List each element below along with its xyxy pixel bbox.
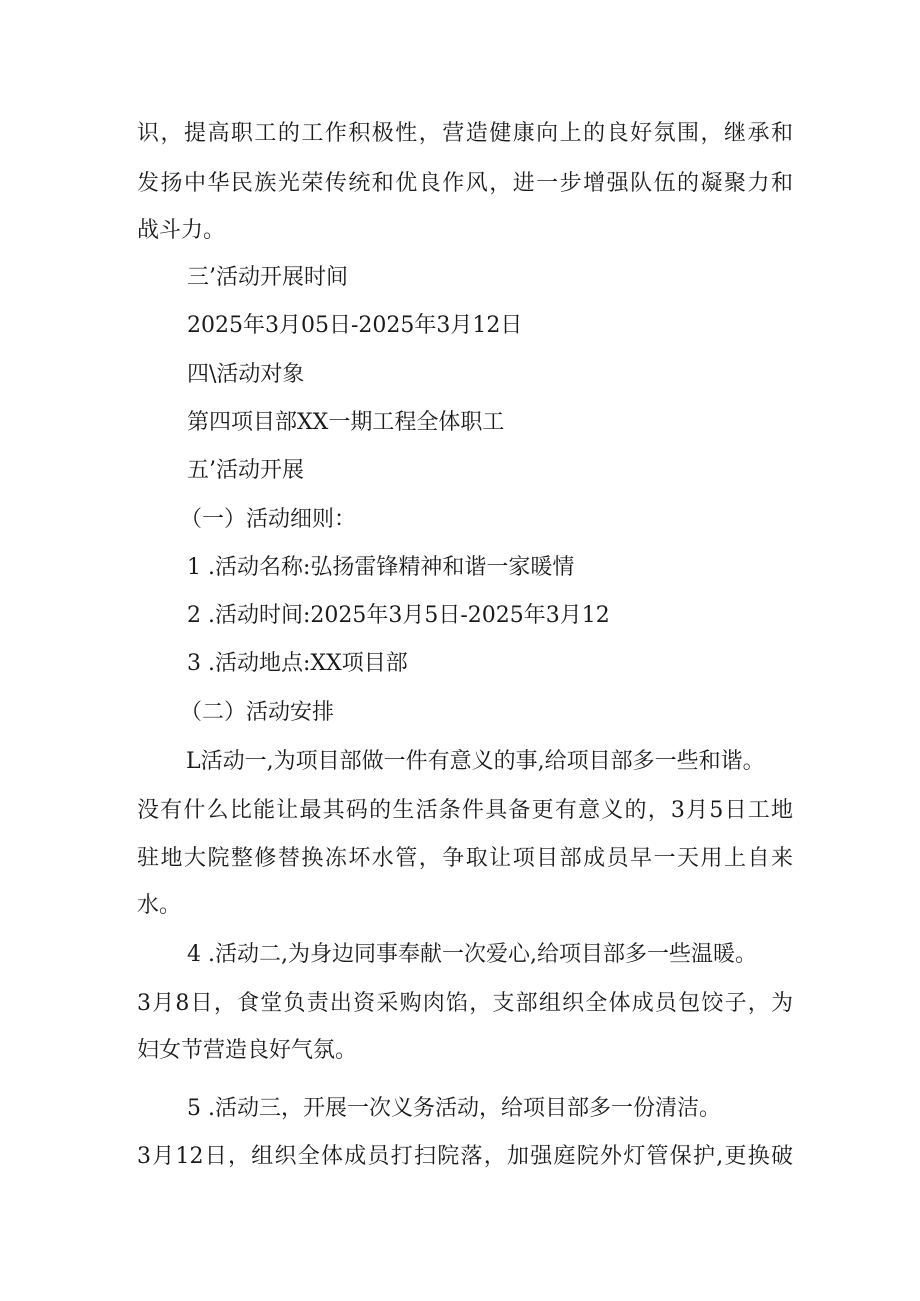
- text-line: 3月8日，食堂负责出资采购肉馅，支部组织全体成员包饺子，为: [137, 991, 793, 1016]
- text-line: 发扬中华民族光荣传统和优良作风，进一步增强队伍的凝聚力和: [137, 171, 793, 196]
- text-line: 3月12日，组织全体成员打扫院落，加强庭院外灯管保护,更换破: [137, 1144, 793, 1169]
- subsection-heading: （二）活动安排: [180, 700, 335, 725]
- text-line: 妇女节营造良好气氛。: [137, 1038, 358, 1063]
- text-line: 2025年3月05日-2025年3月12日: [187, 313, 523, 338]
- list-item: 5 .活动三，开展一次义务活动，给项目部多一份清洁。: [187, 1096, 721, 1121]
- list-item: 4 .活动二,为身边同事奉献一次爱心,给项目部多一些温暖。: [187, 942, 757, 967]
- text-line: 战斗力。: [137, 218, 226, 243]
- section-heading: 五’活动开展: [187, 458, 304, 483]
- text-line: 水。: [137, 893, 182, 918]
- list-item: 1 .活动名称:弘扬雷锋精神和谐一家暖情: [187, 555, 575, 580]
- section-heading: 四\活动对象: [187, 362, 305, 387]
- section-heading: 三’活动开展时间: [187, 265, 348, 290]
- text-line: 第四项目部XX一期工程全体职工: [187, 410, 505, 435]
- text-line: 驻地大院整修替换冻坏水管，争取让项目部成员早一天用上自来: [137, 846, 793, 871]
- subsection-heading: （一）活动细则：: [180, 507, 357, 532]
- list-item: 3 .活动地点:XX项目部: [187, 651, 408, 676]
- text-line: 识，提高职工的工作积极性，营造健康向上的良好氛围，继承和: [137, 121, 793, 146]
- list-item: L活动一,为项目部做一件有意义的事,给项目部多一些和谐。: [186, 749, 765, 774]
- text-line: 没有什么比能让最其码的生活条件具备更有意义的，3月5日工地: [137, 798, 793, 823]
- list-item: 2 .活动时间:2025年3月5日-2025年3月12: [187, 603, 610, 628]
